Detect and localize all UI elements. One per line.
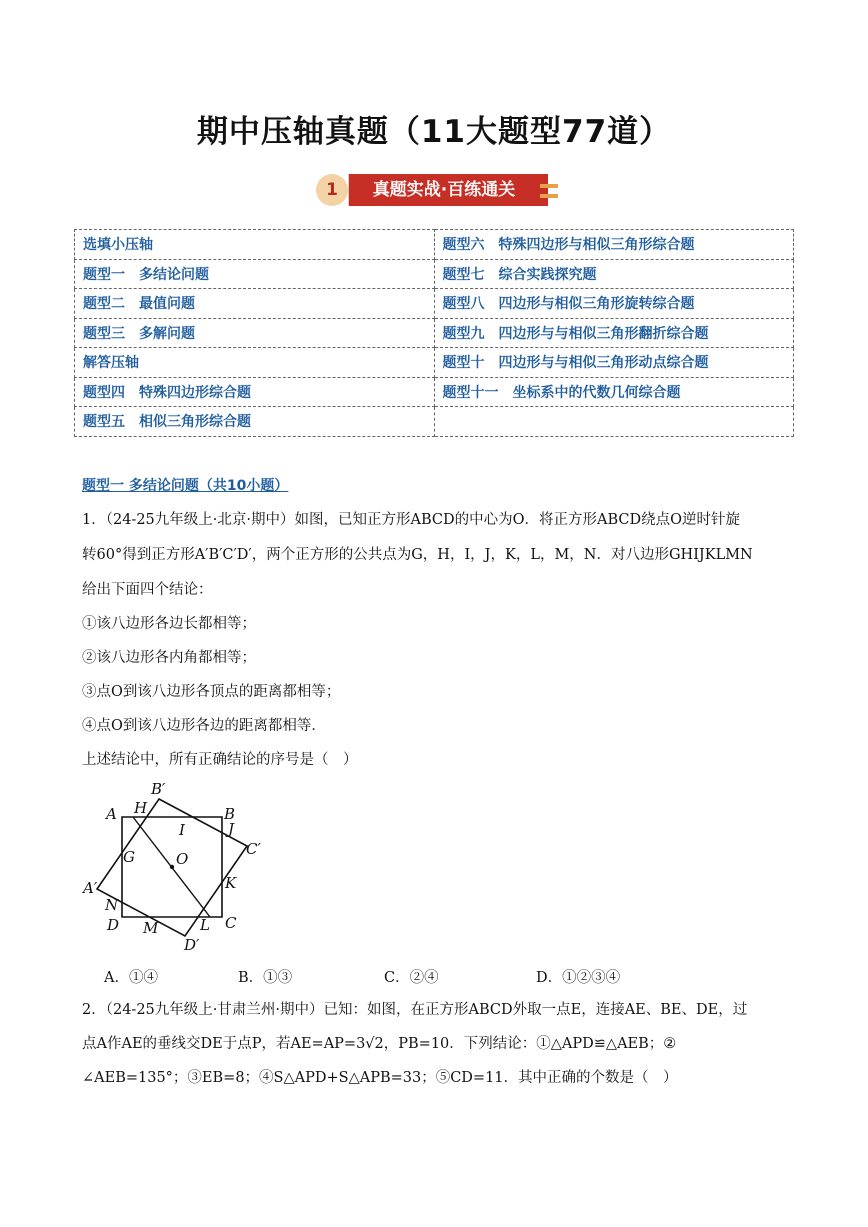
q2-line1: 2．（24-25九年级上·甘肃兰州·期中）已知：如图，在正方形ABCD外取一点E，连接AE、BE、DE，过 [82,1002,748,1018]
toc-cell[interactable]: 题型四 特殊四边形综合题 [75,377,435,407]
q2-line2: 点A作AE的垂线交DE于点P，若AE=AP=3√2，PB=10．下列结论：①△APD≌△AEB；② [82,1036,677,1052]
toc-row [75,348,794,378]
label-N: N [105,896,119,914]
toc-row [75,230,794,260]
center-point [170,865,174,869]
toc-table [74,229,794,437]
toc-cell[interactable]: 题型十 四边形与与相似三角形动点综合题 [434,348,794,378]
banner-stripe [540,184,558,188]
label-L: L [200,916,210,934]
toc-cell[interactable]: 解答压轴 [75,348,435,378]
option-d: D．①②③④ [536,970,621,986]
label-B: B [224,805,236,823]
q1-conclusion-2: ②该八边形各内角都相等； [82,650,256,666]
label-H: H [134,799,148,817]
label-M: M [143,919,159,937]
q1-line3: 给出下面四个结论： [82,582,213,598]
option-b: B．①③ [238,970,293,986]
label-D-prime: D′ [184,936,200,954]
label-A: A [106,805,117,823]
toc-row [75,318,794,348]
label-J: J [228,820,235,838]
toc-cell[interactable]: 题型一 多结论问题 [75,259,435,289]
toc-row [75,407,794,437]
q1-conclusion-4: ④点O到该八边形各边的距离都相等． [82,718,326,734]
toc-cell[interactable]: 题型十一 坐标系中的代数几何综合题 [434,377,794,407]
toc-cell[interactable]: 题型八 四边形与相似三角形旋转综合题 [434,289,794,319]
geometry-figure [78,778,278,963]
q1-conclusion-1: ①该八边形各边长都相等； [82,616,256,632]
toc-row [75,377,794,407]
option-c: C．②④ [384,970,439,986]
toc-cell[interactable]: 选填小压轴 [75,230,435,260]
toc-cell[interactable]: 题型五 相似三角形综合题 [75,407,435,437]
label-I: I [179,821,185,839]
toc-row [75,259,794,289]
q2-line3: ∠AEB=135°；③EB=8；④S△APD+S△APB=33；⑤CD=11．其中正确的个数是（ ） [82,1070,678,1086]
option-a: A．①④ [104,970,158,986]
label-D: D [107,916,120,934]
q1-line1: 1．（24-25九年级上·北京·期中）如图，已知正方形ABCD的中心为O．将正方形ABCD绕点O逆时针旋 [82,512,740,528]
q1-conclusion-3: ③点O到该八边形各顶点的距离都相等； [82,684,341,700]
label-G: G [123,848,135,866]
label-C-prime: C′ [246,840,261,858]
toc-cell[interactable]: 题型二 最值问题 [75,289,435,319]
toc-cell[interactable]: 题型六 特殊四边形与相似三角形综合题 [434,230,794,260]
toc-cell[interactable]: 题型九 四边形与与相似三角形翻折综合题 [434,318,794,348]
label-O: O [176,850,189,868]
q1-line2: 转60°得到正方形A′B′C′D′，两个正方形的公共点为G，H，I，J，K，L，M，N．对八边形GHIJKLMN [82,547,753,563]
label-A-prime: A′ [83,879,98,897]
section-title: 题型一 多结论问题（共10小题） [82,478,289,494]
toc-cell[interactable] [434,407,794,437]
label-B-prime: B′ [151,780,166,798]
page-title: 期中压轴真题（11大题型77道） [196,114,672,150]
label-K: K [225,874,237,892]
q1-question: 上述结论中，所有正确结论的序号是（ ） [82,752,358,768]
banner-stripe [540,194,558,198]
toc-cell[interactable]: 题型三 多解问题 [75,318,435,348]
toc-cell[interactable]: 题型七 综合实践探究题 [434,259,794,289]
toc-row [75,289,794,319]
banner-label: 真题实战·百练通关 [372,180,516,200]
banner-number: 1 [316,174,348,206]
label-C: C [225,914,237,932]
